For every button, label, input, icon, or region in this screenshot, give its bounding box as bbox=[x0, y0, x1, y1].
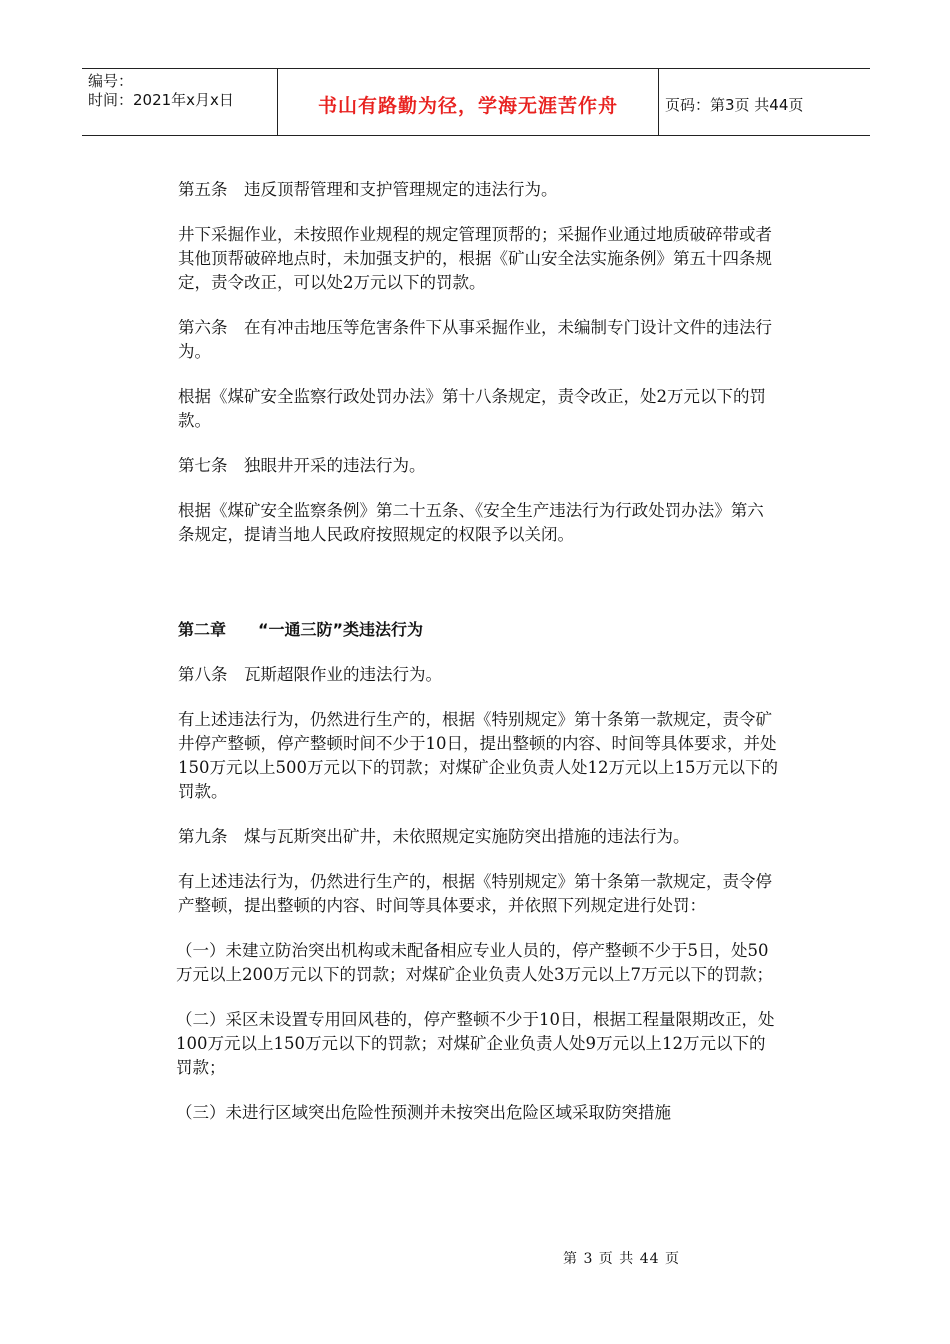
header-page-cell bbox=[659, 69, 870, 135]
article-9-item-3: （三）未进行区域突出危险性预测并未按突出危险区域采取防突措施 bbox=[176, 1103, 671, 1122]
page-footer: 第 3 页 共 44 页 bbox=[563, 1251, 680, 1267]
article-9-title: 第九条 煤与瓦斯突出矿井，未依照规定实施防突出措施的违法行为。 bbox=[178, 827, 690, 846]
article-9-item-2: （二）采区未设置专用回风巷的，停产整顿不少于10日，根据工程量限期改正，处100万元以上150万元以下的罚款；对煤矿企业负责人处9万元以上12万元以下的罚款； bbox=[176, 1010, 775, 1077]
article-8-title: 第八条 瓦斯超限作业的违法行为。 bbox=[178, 665, 442, 684]
article-5-title: 第五条 违反顶帮管理和支护管理规定的违法行为。 bbox=[178, 180, 558, 199]
article-9-text: 有上述违法行为，仍然进行生产的，根据《特别规定》第十条第一款规定，责令停产整顿，提出整顿的内容、时间等具体要求，并依照下列规定进行处罚： bbox=[178, 872, 772, 915]
section-spacer bbox=[178, 568, 778, 618]
page-header bbox=[82, 68, 870, 136]
header-motto-cell bbox=[278, 69, 659, 135]
header-meta bbox=[82, 69, 278, 135]
article-8-text: 有上述违法行为，仍然进行生产的，根据《特别规定》第十条第一款规定，责令矿井停产整顿，停产整顿时间不少于10日，提出整顿的内容、时间等具体要求，并处150万元以上500万元以下的罚款；对煤矿企业负责人处12万元以上15万元以下的罚款。 bbox=[178, 710, 778, 801]
article-7-title: 第七条 独眼井开采的违法行为。 bbox=[178, 456, 426, 475]
article-7-text: 根据《煤矿安全监察条例》第二十五条、《安全生产违法行为行政处罚办法》第六条规定，提请当地人民政府按照规定的权限予以关闭。 bbox=[178, 501, 764, 544]
date-label: 时间：2021年x月x日 bbox=[88, 91, 234, 109]
article-6-title: 第六条 在有冲击地压等危害条件下从事采掘作业，未编制专门设计文件的违法行为。 bbox=[178, 318, 772, 361]
article-9-item-1: （一）未建立防治突出机构或未配备相应专业人员的，停产整顿不少于5日，处50万元以上200万元以下的罚款；对煤矿企业负责人处3万元以上7万元以下的罚款； bbox=[176, 941, 773, 984]
article-6-text: 根据《煤矿安全监察行政处罚办法》第十八条规定，责令改正，处2万元以下的罚款。 bbox=[178, 387, 766, 430]
chapter-title: 第二章 “一通三防”类违法行为 bbox=[178, 620, 424, 639]
document-body bbox=[178, 178, 778, 1146]
motto-text: 书山有路勤为径，学海无涯苦作舟 bbox=[317, 94, 618, 117]
page-label: 页码：第3页 共44页 bbox=[665, 95, 804, 114]
number-label: 编号： bbox=[88, 72, 134, 90]
article-5-text: 井下采掘作业，未按照作业规程的规定管理顶帮的；采掘作业通过地质破碎带或者其他顶帮破碎地点时，未加强支护的，根据《矿山安全法实施条例》第五十四条规定，责令改正，可以处2万元以下的罚款。 bbox=[178, 225, 772, 292]
